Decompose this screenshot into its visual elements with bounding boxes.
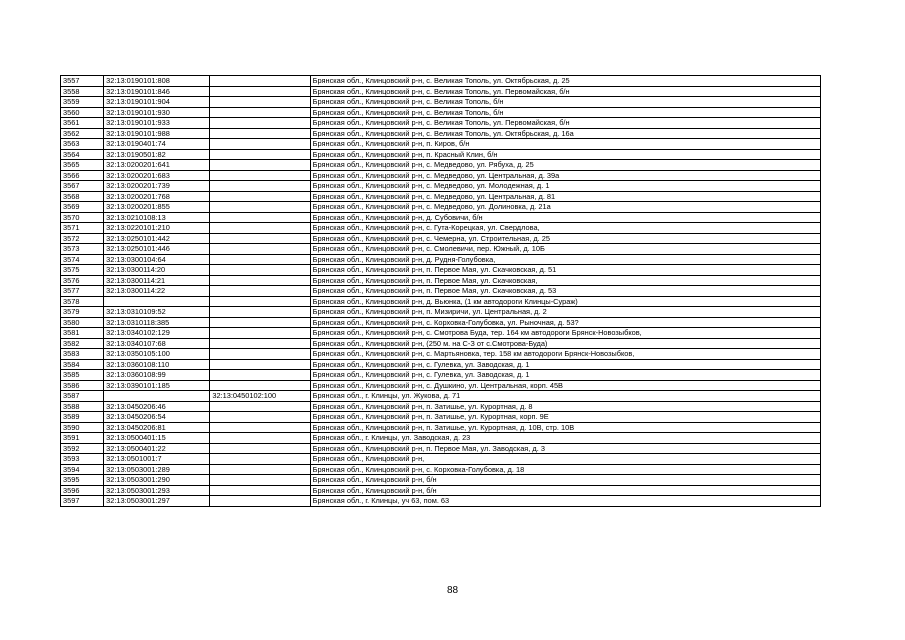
table-row bbox=[61, 97, 821, 108]
address-cell: Брянская обл., Клинцовский р-н, с. Смотрова Буда, тер. 164 км автодороги Брянск-Новозыбков, bbox=[310, 328, 820, 339]
row-number-cell: 3571 bbox=[61, 223, 104, 234]
parent-cadastral-cell bbox=[210, 97, 310, 108]
table-row bbox=[61, 370, 821, 381]
row-number-cell: 3582 bbox=[61, 338, 104, 349]
table-row bbox=[61, 286, 821, 297]
parent-cadastral-cell bbox=[210, 76, 310, 87]
row-number-cell: 3567 bbox=[61, 181, 104, 192]
parent-cadastral-cell bbox=[210, 181, 310, 192]
row-number-cell: 3559 bbox=[61, 97, 104, 108]
address-cell: Брянская обл., Клинцовский р-н, с. Медведово, ул. Рябуха, д. 25 bbox=[310, 160, 820, 171]
parent-cadastral-cell bbox=[210, 139, 310, 150]
row-number-cell: 3578 bbox=[61, 296, 104, 307]
table-row bbox=[61, 107, 821, 118]
table-row bbox=[61, 170, 821, 181]
address-cell: Брянская обл., Клинцовский р-н, п. Затишье, ул. Курортная, д. 10В, стр. 10В bbox=[310, 422, 820, 433]
parent-cadastral-cell bbox=[210, 265, 310, 276]
address-cell: Брянская обл., Клинцовский р-н, п. Первое Мая, ул. Скачковская, bbox=[310, 275, 820, 286]
parent-cadastral-cell bbox=[210, 338, 310, 349]
address-cell: Брянская обл., Клинцовский р-н, д. Рудня-Голубовка, bbox=[310, 254, 820, 265]
row-number-cell: 3574 bbox=[61, 254, 104, 265]
cadastral-number-cell: 32:13:0300114:20 bbox=[104, 265, 210, 276]
address-cell: Брянская обл., Клинцовский р-н, п. Затишье, ул. Курортная, корп. 9Е bbox=[310, 412, 820, 423]
cadastral-number-cell: 32:13:0250101:442 bbox=[104, 233, 210, 244]
register-table-body bbox=[61, 76, 821, 507]
table-row bbox=[61, 212, 821, 223]
parent-cadastral-cell bbox=[210, 244, 310, 255]
address-cell: Брянская обл., Клинцовский р-н, с. Корховка-Голубовка, ул. Рыночная, д. 53? bbox=[310, 317, 820, 328]
parent-cadastral-cell bbox=[210, 349, 310, 360]
parent-cadastral-cell bbox=[210, 107, 310, 118]
address-cell: Брянская обл., Клинцовский р-н, с. Гута-Корецкая, ул. Свердлова, bbox=[310, 223, 820, 234]
cadastral-number-cell: 32:13:0503001:293 bbox=[104, 485, 210, 496]
table-row bbox=[61, 275, 821, 286]
address-cell: Брянская обл., Клинцовский р-н, п. Мизиричи, ул. Центральная, д. 2 bbox=[310, 307, 820, 318]
cadastral-number-cell: 32:13:0190101:988 bbox=[104, 128, 210, 139]
cadastral-number-cell: 32:13:0310118:385 bbox=[104, 317, 210, 328]
address-cell: Брянская обл., Клинцовский р-н, с. Смолевичи, пер. Южный, д. 10Б bbox=[310, 244, 820, 255]
table-row bbox=[61, 160, 821, 171]
parent-cadastral-cell bbox=[210, 191, 310, 202]
row-number-cell: 3585 bbox=[61, 370, 104, 381]
row-number-cell: 3596 bbox=[61, 485, 104, 496]
parent-cadastral-cell bbox=[210, 412, 310, 423]
cadastral-number-cell: 32:13:0190101:808 bbox=[104, 76, 210, 87]
address-cell: Брянская обл., Клинцовский р-н, с. Душкино, ул. Центральная, корп. 45В bbox=[310, 380, 820, 391]
parent-cadastral-cell bbox=[210, 202, 310, 213]
cadastral-number-cell: 32:13:0503001:289 bbox=[104, 464, 210, 475]
table-row bbox=[61, 391, 821, 402]
address-cell: Брянская обл., Клинцовский р-н, с. Великая Тополь, ул. Октябрьская, д. 25 bbox=[310, 76, 820, 87]
cadastral-number-cell: 32:13:0190101:933 bbox=[104, 118, 210, 129]
table-row bbox=[61, 307, 821, 318]
cadastral-number-cell: 32:13:0340102:129 bbox=[104, 328, 210, 339]
table-row bbox=[61, 296, 821, 307]
table-row bbox=[61, 464, 821, 475]
cadastral-number-cell: 32:13:0190101:930 bbox=[104, 107, 210, 118]
table-row bbox=[61, 223, 821, 234]
table-row bbox=[61, 475, 821, 486]
row-number-cell: 3570 bbox=[61, 212, 104, 223]
cadastral-number-cell: 32:13:0300104:64 bbox=[104, 254, 210, 265]
table-row bbox=[61, 380, 821, 391]
row-number-cell: 3563 bbox=[61, 139, 104, 150]
table-row bbox=[61, 443, 821, 454]
row-number-cell: 3566 bbox=[61, 170, 104, 181]
table-row bbox=[61, 496, 821, 507]
cadastral-number-cell: 32:13:0200201:683 bbox=[104, 170, 210, 181]
row-number-cell: 3584 bbox=[61, 359, 104, 370]
table-row bbox=[61, 422, 821, 433]
row-number-cell: 3593 bbox=[61, 454, 104, 465]
address-cell: Брянская обл., Клинцовский р-н, п. Затишье, ул. Курортная, д. 8 bbox=[310, 401, 820, 412]
cadastral-number-cell: 32:13:0200201:641 bbox=[104, 160, 210, 171]
table-row bbox=[61, 244, 821, 255]
parent-cadastral-cell bbox=[210, 286, 310, 297]
cadastral-number-cell: 32:13:0200201:855 bbox=[104, 202, 210, 213]
cadastral-number-cell: 32:13:0390101:185 bbox=[104, 380, 210, 391]
cadastral-number-cell: 32:13:0190401:74 bbox=[104, 139, 210, 150]
table-row bbox=[61, 412, 821, 423]
address-cell: Брянская обл., Клинцовский р-н, с. Корховка-Голубовка, д. 18 bbox=[310, 464, 820, 475]
cadastral-number-cell: 32:13:0200201:768 bbox=[104, 191, 210, 202]
parent-cadastral-cell bbox=[210, 254, 310, 265]
cadastral-number-cell: 32:13:0450206:54 bbox=[104, 412, 210, 423]
parent-cadastral-cell bbox=[210, 296, 310, 307]
address-cell: Брянская обл., Клинцовский р-н, б/н bbox=[310, 485, 820, 496]
address-cell: Брянская обл., Клинцовский р-н, д. Вьюнка, (1 км автодороги Клинцы-Сураж) bbox=[310, 296, 820, 307]
parent-cadastral-cell bbox=[210, 275, 310, 286]
address-cell: Брянская обл., Клинцовский р-н, с. Великая Тополь, ул. Октябрьская, д. 16а bbox=[310, 128, 820, 139]
row-number-cell: 3580 bbox=[61, 317, 104, 328]
row-number-cell: 3575 bbox=[61, 265, 104, 276]
row-number-cell: 3558 bbox=[61, 86, 104, 97]
row-number-cell: 3588 bbox=[61, 401, 104, 412]
address-cell: Брянская обл., Клинцовский р-н, с. Медведово, ул. Молодежная, д. 1 bbox=[310, 181, 820, 192]
row-number-cell: 3589 bbox=[61, 412, 104, 423]
address-cell: Брянская обл., Клинцовский р-н, п. Красный Клин, б/н bbox=[310, 149, 820, 160]
row-number-cell: 3587 bbox=[61, 391, 104, 402]
table-row bbox=[61, 191, 821, 202]
parent-cadastral-cell bbox=[210, 485, 310, 496]
table-row bbox=[61, 338, 821, 349]
row-number-cell: 3560 bbox=[61, 107, 104, 118]
address-cell: Брянская обл., Клинцовский р-н, bbox=[310, 454, 820, 465]
table-row bbox=[61, 433, 821, 444]
table-row bbox=[61, 139, 821, 150]
row-number-cell: 3591 bbox=[61, 433, 104, 444]
row-number-cell: 3561 bbox=[61, 118, 104, 129]
cadastral-number-cell: 32:13:0360108:99 bbox=[104, 370, 210, 381]
row-number-cell: 3569 bbox=[61, 202, 104, 213]
cadastral-number-cell: 32:13:0340107:68 bbox=[104, 338, 210, 349]
parent-cadastral-cell bbox=[210, 307, 310, 318]
cadastral-number-cell: 32:13:0190101:904 bbox=[104, 97, 210, 108]
parent-cadastral-cell bbox=[210, 422, 310, 433]
register-table-container bbox=[60, 75, 821, 507]
table-row bbox=[61, 317, 821, 328]
parent-cadastral-cell bbox=[210, 380, 310, 391]
parent-cadastral-cell bbox=[210, 86, 310, 97]
row-number-cell: 3576 bbox=[61, 275, 104, 286]
address-cell: Брянская обл., Клинцовский р-н, с. Великая Тополь, ул. Первомайская, б/н bbox=[310, 86, 820, 97]
table-row bbox=[61, 233, 821, 244]
cadastral-number-cell: 32:13:0350105:100 bbox=[104, 349, 210, 360]
row-number-cell: 3590 bbox=[61, 422, 104, 433]
table-row bbox=[61, 118, 821, 129]
parent-cadastral-cell bbox=[210, 443, 310, 454]
cadastral-number-cell: 32:13:0300114:22 bbox=[104, 286, 210, 297]
address-cell: Брянская обл., Клинцовский р-н, п. Первое Мая, ул. Скачковская, д. 51 bbox=[310, 265, 820, 276]
parent-cadastral-cell bbox=[210, 149, 310, 160]
cadastral-number-cell: 32:13:0450206:81 bbox=[104, 422, 210, 433]
cadastral-number-cell: 32:13:0450206:46 bbox=[104, 401, 210, 412]
cadastral-number-cell: 32:13:0360108:110 bbox=[104, 359, 210, 370]
cadastral-number-cell: 32:13:0300114:21 bbox=[104, 275, 210, 286]
row-number-cell: 3568 bbox=[61, 191, 104, 202]
parent-cadastral-cell bbox=[210, 170, 310, 181]
address-cell: Брянская обл., Клинцовский р-н, с. Великая Тополь, б/н bbox=[310, 97, 820, 108]
row-number-cell: 3594 bbox=[61, 464, 104, 475]
cadastral-number-cell bbox=[104, 391, 210, 402]
table-row bbox=[61, 202, 821, 213]
address-cell: Брянская обл., Клинцовский р-н, п. Первое Мая, ул. Заводская, д. 3 bbox=[310, 443, 820, 454]
row-number-cell: 3564 bbox=[61, 149, 104, 160]
parent-cadastral-cell bbox=[210, 160, 310, 171]
parent-cadastral-cell bbox=[210, 475, 310, 486]
row-number-cell: 3557 bbox=[61, 76, 104, 87]
parent-cadastral-cell bbox=[210, 317, 310, 328]
row-number-cell: 3579 bbox=[61, 307, 104, 318]
table-row bbox=[61, 359, 821, 370]
parent-cadastral-cell bbox=[210, 464, 310, 475]
parent-cadastral-cell bbox=[210, 233, 310, 244]
table-row bbox=[61, 254, 821, 265]
cadastral-number-cell: 32:13:0190501:82 bbox=[104, 149, 210, 160]
cadastral-number-cell: 32:13:0220101:210 bbox=[104, 223, 210, 234]
table-row bbox=[61, 149, 821, 160]
address-cell: Брянская обл., Клинцовский р-н, с. Гулевка, ул. Заводская, д. 1 bbox=[310, 359, 820, 370]
property-register-table bbox=[60, 75, 821, 507]
table-row bbox=[61, 76, 821, 87]
address-cell: Брянская обл., г. Клинцы, уч 63, пом. 63 bbox=[310, 496, 820, 507]
table-row bbox=[61, 128, 821, 139]
table-row bbox=[61, 454, 821, 465]
cadastral-number-cell: 32:13:0190101:846 bbox=[104, 86, 210, 97]
cadastral-number-cell: 32:13:0501001:7 bbox=[104, 454, 210, 465]
table-row bbox=[61, 401, 821, 412]
row-number-cell: 3581 bbox=[61, 328, 104, 339]
row-number-cell: 3572 bbox=[61, 233, 104, 244]
parent-cadastral-cell bbox=[210, 212, 310, 223]
address-cell: Брянская обл., Клинцовский р-н, с. Мартьяновка, тер. 158 км автодороги Брянск-Новозыбков, bbox=[310, 349, 820, 360]
address-cell: Брянская обл., Клинцовский р-н, (250 м. на С-З от с.Смотрова-Буда) bbox=[310, 338, 820, 349]
page-number: 88 bbox=[446, 585, 459, 596]
cadastral-number-cell: 32:13:0310109:52 bbox=[104, 307, 210, 318]
address-cell: Брянская обл., Клинцовский р-н, п. Первое Мая, ул. Скачковская, д. 53 bbox=[310, 286, 820, 297]
row-number-cell: 3577 bbox=[61, 286, 104, 297]
table-row bbox=[61, 86, 821, 97]
row-number-cell: 3573 bbox=[61, 244, 104, 255]
table-row bbox=[61, 328, 821, 339]
parent-cadastral-cell bbox=[210, 223, 310, 234]
table-row bbox=[61, 485, 821, 496]
address-cell: Брянская обл., Клинцовский р-н, с. Великая Тополь, ул. Первомайская, б/н bbox=[310, 118, 820, 129]
cadastral-number-cell: 32:13:0503001:297 bbox=[104, 496, 210, 507]
cadastral-number-cell bbox=[104, 296, 210, 307]
address-cell: Брянская обл., Клинцовский р-н, с. Медведово, ул. Долиновка, д. 21а bbox=[310, 202, 820, 213]
address-cell: Брянская обл., г. Клинцы, ул. Жукова, д. 71 bbox=[310, 391, 820, 402]
row-number-cell: 3565 bbox=[61, 160, 104, 171]
address-cell: Брянская обл., Клинцовский р-н, с. Великая Тополь, б/н bbox=[310, 107, 820, 118]
parent-cadastral-cell bbox=[210, 454, 310, 465]
address-cell: Брянская обл., Клинцовский р-н, с. Медведово, ул. Центральная, д. 81 bbox=[310, 191, 820, 202]
row-number-cell: 3597 bbox=[61, 496, 104, 507]
parent-cadastral-cell bbox=[210, 118, 310, 129]
cadastral-number-cell: 32:13:0210108:13 bbox=[104, 212, 210, 223]
address-cell: Брянская обл., Клинцовский р-н, п. Киров, б/н bbox=[310, 139, 820, 150]
cadastral-number-cell: 32:13:0200201:739 bbox=[104, 181, 210, 192]
parent-cadastral-cell bbox=[210, 328, 310, 339]
cadastral-number-cell: 32:13:0250101:446 bbox=[104, 244, 210, 255]
address-cell: Брянская обл., г. Клинцы, ул. Заводская, д. 23 bbox=[310, 433, 820, 444]
parent-cadastral-cell bbox=[210, 370, 310, 381]
row-number-cell: 3562 bbox=[61, 128, 104, 139]
parent-cadastral-cell bbox=[210, 401, 310, 412]
address-cell: Брянская обл., Клинцовский р-н, с. Чемерна, ул. Строительная, д. 25 bbox=[310, 233, 820, 244]
cadastral-number-cell: 32:13:0500401:22 bbox=[104, 443, 210, 454]
parent-cadastral-cell bbox=[210, 128, 310, 139]
address-cell: Брянская обл., Клинцовский р-н, д. Субовичи, б/н bbox=[310, 212, 820, 223]
row-number-cell: 3586 bbox=[61, 380, 104, 391]
parent-cadastral-cell: 32:13:0450102:100 bbox=[210, 391, 310, 402]
table-row bbox=[61, 349, 821, 360]
address-cell: Брянская обл., Клинцовский р-н, б/н bbox=[310, 475, 820, 486]
row-number-cell: 3592 bbox=[61, 443, 104, 454]
parent-cadastral-cell bbox=[210, 496, 310, 507]
row-number-cell: 3583 bbox=[61, 349, 104, 360]
cadastral-number-cell: 32:13:0500401:15 bbox=[104, 433, 210, 444]
table-row bbox=[61, 265, 821, 276]
parent-cadastral-cell bbox=[210, 359, 310, 370]
table-row bbox=[61, 181, 821, 192]
address-cell: Брянская обл., Клинцовский р-н, с. Гулевка, ул. Заводская, д. 1 bbox=[310, 370, 820, 381]
row-number-cell: 3595 bbox=[61, 475, 104, 486]
parent-cadastral-cell bbox=[210, 433, 310, 444]
cadastral-number-cell: 32:13:0503001:290 bbox=[104, 475, 210, 486]
address-cell: Брянская обл., Клинцовский р-н, с. Медведово, ул. Центральная, д. 39а bbox=[310, 170, 820, 181]
